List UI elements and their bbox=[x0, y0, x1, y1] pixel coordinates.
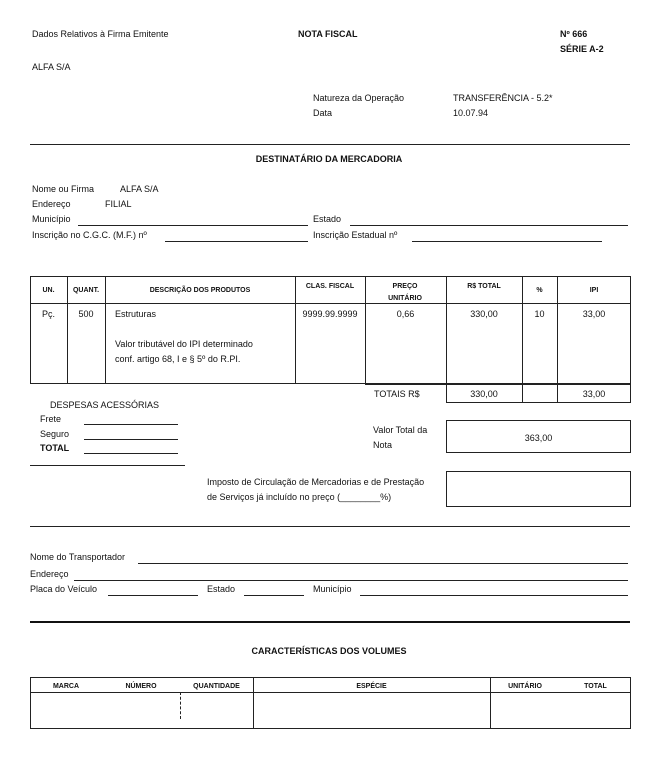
col-header-description: DESCRIÇÃO DOS PRODUTOS bbox=[149, 287, 251, 294]
vol-header-number: NÚMERO bbox=[125, 683, 157, 690]
volumes-title: CARACTERÍSTICAS DOS VOLUMES bbox=[251, 646, 407, 656]
expenses-total-label: TOTAL bbox=[40, 443, 70, 453]
vol-header-brand: MARCA bbox=[52, 683, 80, 690]
divider bbox=[30, 621, 630, 623]
recipient-state-reg-label: Inscrição Estadual nº bbox=[313, 230, 398, 240]
row-unit: Pç. bbox=[41, 309, 55, 319]
row-description: Estruturas bbox=[115, 309, 157, 319]
recipient-city-label: Município bbox=[32, 214, 71, 224]
plate-field[interactable] bbox=[108, 595, 198, 596]
carrier-address-field[interactable] bbox=[74, 580, 628, 581]
products-header-divider bbox=[30, 303, 631, 304]
expenses-title: DESPESAS ACESSÓRIAS bbox=[50, 400, 160, 410]
col-header-unit: UN. bbox=[42, 287, 55, 294]
recipient-cgc-label: Inscrição no C.G.C. (M.F.) nº bbox=[32, 230, 147, 240]
col-header-unit-price: PREÇO UNITÁRIO bbox=[388, 283, 422, 302]
emitter-company: ALFA S/A bbox=[32, 62, 71, 72]
row-ipi-percent: 10 bbox=[534, 309, 545, 319]
vol-header-total: TOTAL bbox=[584, 683, 607, 690]
carrier-state-label: Estado bbox=[207, 584, 236, 594]
note-total-label-1: Valor Total da bbox=[373, 425, 428, 435]
plate-label: Placa do Veículo bbox=[30, 584, 98, 594]
freight-label: Frete bbox=[40, 414, 62, 424]
carrier-state-field[interactable] bbox=[244, 595, 304, 596]
carrier-address-label: Endereço bbox=[30, 569, 69, 579]
insurance-label: Seguro bbox=[40, 429, 70, 439]
col-header-quantity: QUANT. bbox=[72, 287, 100, 294]
expenses-total-field[interactable] bbox=[84, 453, 178, 454]
date-value: 10.07.94 bbox=[453, 108, 489, 118]
recipient-section-title: DESTINATÁRIO DA MERCADORIA bbox=[255, 154, 403, 164]
row-quantity: 500 bbox=[78, 309, 94, 319]
invoice-number: Nº 666 bbox=[560, 29, 588, 39]
icms-box bbox=[446, 471, 631, 507]
emitter-label: Dados Relativos à Firma Emitente bbox=[32, 29, 169, 39]
insurance-field[interactable] bbox=[84, 439, 178, 440]
recipient-city-field[interactable] bbox=[78, 225, 308, 226]
document-title: NOTA FISCAL bbox=[298, 29, 358, 39]
totals-value: 330,00 bbox=[470, 389, 498, 399]
recipient-address-label: Endereço bbox=[32, 199, 71, 209]
vol-header-unit: UNITÁRIO bbox=[508, 683, 542, 690]
col-header-total: R$ TOTAL bbox=[467, 283, 501, 290]
row-class-fiscal: 9999.99.9999 bbox=[302, 309, 358, 319]
nature-label: Natureza da Operação bbox=[313, 93, 405, 103]
recipient-state-label: Estado bbox=[313, 214, 342, 224]
row-unit-price: 0,66 bbox=[396, 309, 415, 319]
note-total-label-2: Nota bbox=[373, 440, 393, 450]
col-header-percent: % bbox=[536, 287, 543, 294]
carrier-city-label: Município bbox=[313, 584, 352, 594]
row-ipi: 33,00 bbox=[582, 309, 606, 319]
carrier-label: Nome do Transportador bbox=[30, 552, 126, 562]
recipient-address-value: FILIAL bbox=[105, 199, 132, 209]
col-header-class-fiscal: CLAS. FISCAL bbox=[305, 283, 355, 290]
col-header-ipi: IPI bbox=[589, 287, 599, 294]
recipient-state-reg-field[interactable] bbox=[412, 241, 602, 242]
recipient-state-field[interactable] bbox=[350, 225, 628, 226]
totals-ipi: 33,00 bbox=[582, 389, 606, 399]
carrier-city-field[interactable] bbox=[360, 595, 628, 596]
vol-header-species: ESPÉCIE bbox=[356, 683, 387, 690]
recipient-name-label: Nome ou Firma bbox=[32, 184, 95, 194]
invoice-series: SÉRIE A-2 bbox=[560, 44, 604, 54]
carrier-field[interactable] bbox=[138, 563, 628, 564]
recipient-name-value: ALFA S/A bbox=[120, 184, 159, 194]
note-total-value: 363,00 bbox=[524, 433, 553, 443]
row-note-line2: conf. artigo 68, I e § 5º do R.PI. bbox=[115, 354, 241, 364]
row-note-line1: Valor tributável do IPI determinado bbox=[115, 339, 253, 349]
totals-label: TOTAIS R$ bbox=[374, 389, 420, 399]
divider bbox=[30, 526, 630, 527]
freight-field[interactable] bbox=[84, 424, 178, 425]
date-label: Data bbox=[313, 108, 333, 118]
recipient-cgc-field[interactable] bbox=[165, 241, 308, 242]
row-total: 330,00 bbox=[470, 309, 498, 319]
divider bbox=[30, 144, 630, 145]
icms-line1: Imposto de Circulação de Mercadorias e de Prestação bbox=[207, 477, 425, 487]
vol-header-quantity: QUANTIDADE bbox=[193, 683, 240, 690]
icms-line2: de Serviços já incluído no preço (________%) bbox=[207, 492, 392, 502]
nature-value: TRANSFERÊNCIA - 5.2* bbox=[453, 93, 553, 103]
